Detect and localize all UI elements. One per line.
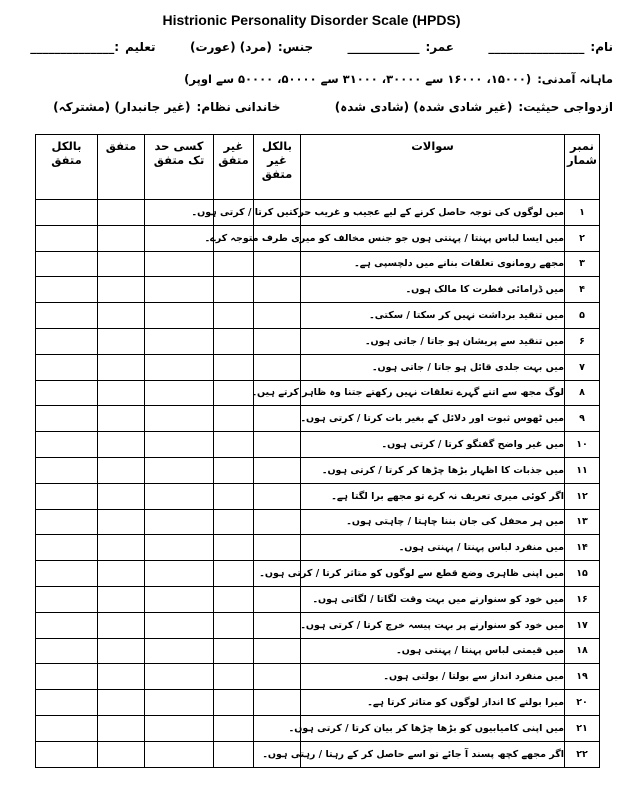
marital-family-line [10, 100, 613, 114]
row-statement: میں تنقید برداشت نہیں کر سکتا / سکتی۔ [301, 303, 565, 329]
row-statement: میں جذبات کا اظہار بڑھا چڑھا کر کرتا / کرتی ہوں۔ [301, 457, 565, 483]
response-cell-agree[interactable] [98, 200, 145, 226]
row-statement: میرا بولنے کا انداز لوگوں کو متاثر کرتا ہے۔ [301, 690, 565, 716]
name-label: نام: [590, 40, 613, 54]
row-statement: میں ٹھوس ثبوت اور دلائل کے بغیر بات کرتا / کرتی ہوں۔ [301, 406, 565, 432]
row-number: ۱۸ [565, 638, 600, 664]
response-cell-disagree[interactable] [214, 406, 254, 432]
response-cell-strongly-disagree[interactable] [254, 406, 301, 432]
response-cell-somewhat-agree[interactable] [145, 225, 214, 251]
row-statement: میں خود کو سنوارنے میں بہت وقت لگاتا / لگاتی ہوں۔ [301, 586, 565, 612]
gender-options[interactable]: (مرد) (عورت) [189, 40, 272, 54]
response-cell-somewhat-agree[interactable] [145, 664, 214, 690]
row-number: ۱۵ [565, 561, 600, 587]
response-cell-agree[interactable] [98, 638, 145, 664]
table-row [36, 586, 600, 612]
response-cell-somewhat-agree[interactable] [145, 535, 214, 561]
header-somewhat-agree: کسی حد تک متفق [145, 135, 214, 200]
response-cell-disagree[interactable] [214, 354, 254, 380]
response-cell-strongly-agree[interactable] [36, 303, 98, 329]
response-cell-somewhat-agree[interactable] [145, 303, 214, 329]
questionnaire-table [35, 134, 600, 768]
response-cell-strongly-agree[interactable] [36, 715, 98, 741]
response-cell-strongly-disagree[interactable] [254, 612, 301, 638]
income-options[interactable]: (۱۵۰۰۰، ۱۶۰۰۰ سے ۳۰۰۰۰، ۳۱۰۰۰ سے ۵۰۰۰۰، ۵۰۰۰۰ سے اوپر) [184, 72, 532, 86]
response-cell-strongly-disagree[interactable] [254, 328, 301, 354]
response-cell-agree[interactable] [98, 354, 145, 380]
table-row [36, 406, 600, 432]
response-cell-strongly-disagree[interactable] [254, 354, 301, 380]
response-cell-strongly-agree[interactable] [36, 457, 98, 483]
row-number: ۴ [565, 277, 600, 303]
table-row [36, 303, 600, 329]
education-field[interactable]: :______________ [30, 40, 120, 54]
row-number: ۲ [565, 225, 600, 251]
row-number: ۱۲ [565, 483, 600, 509]
response-cell-agree[interactable] [98, 612, 145, 638]
response-cell-somewhat-agree[interactable] [145, 741, 214, 767]
response-cell-somewhat-agree[interactable] [145, 277, 214, 303]
income-line [10, 72, 613, 86]
response-cell-agree[interactable] [98, 535, 145, 561]
table-row [36, 277, 600, 303]
response-cell-agree[interactable] [98, 664, 145, 690]
response-cell-agree[interactable] [98, 303, 145, 329]
response-cell-agree[interactable] [98, 509, 145, 535]
table-row [36, 225, 600, 251]
response-cell-somewhat-agree[interactable] [145, 690, 214, 716]
response-cell-somewhat-agree[interactable] [145, 509, 214, 535]
response-cell-disagree[interactable] [214, 483, 254, 509]
row-number: ۷ [565, 354, 600, 380]
response-cell-somewhat-agree[interactable] [145, 457, 214, 483]
row-statement: میں خود کو سنوارنے پر بہت پیسہ خرچ کرتا / کرتی ہوں۔ [301, 612, 565, 638]
row-number: ۳ [565, 251, 600, 277]
table-row [36, 251, 600, 277]
response-cell-agree[interactable] [98, 380, 145, 406]
response-cell-strongly-disagree[interactable] [254, 535, 301, 561]
row-statement: اگر مجھے کچھ پسند آ جائے تو اسے حاصل کر کے رہتا / رہتی ہوں۔ [301, 741, 565, 767]
response-cell-disagree[interactable] [214, 432, 254, 458]
response-cell-somewhat-agree[interactable] [145, 561, 214, 587]
response-cell-strongly-agree[interactable] [36, 612, 98, 638]
header-strongly-agree: بالکل متفق [36, 135, 98, 200]
header-number: نمبر شمار [565, 135, 600, 200]
row-number: ۱۳ [565, 509, 600, 535]
row-number: ۶ [565, 328, 600, 354]
header-strongly-disagree: بالکل غیر متفق [254, 135, 301, 200]
row-number: ۱۱ [565, 457, 600, 483]
age-field[interactable]: ____________ [347, 40, 420, 54]
row-number: ۹ [565, 406, 600, 432]
response-cell-agree[interactable] [98, 741, 145, 767]
table-header-row [36, 135, 600, 200]
response-cell-strongly-agree[interactable] [36, 354, 98, 380]
response-cell-strongly-agree[interactable] [36, 251, 98, 277]
table-row [36, 354, 600, 380]
response-cell-disagree[interactable] [214, 612, 254, 638]
table-row [36, 432, 600, 458]
response-cell-strongly-agree[interactable] [36, 225, 98, 251]
response-cell-agree[interactable] [98, 251, 145, 277]
response-cell-strongly-agree[interactable] [36, 664, 98, 690]
row-statement: میں غیر واضح گفتگو کرتا / کرتی ہوں۔ [301, 432, 565, 458]
response-cell-strongly-disagree[interactable] [254, 509, 301, 535]
response-cell-somewhat-agree[interactable] [145, 586, 214, 612]
table-row [36, 741, 600, 767]
table-row [36, 457, 600, 483]
response-cell-strongly-agree[interactable] [36, 509, 98, 535]
response-cell-agree[interactable] [98, 406, 145, 432]
response-cell-agree[interactable] [98, 715, 145, 741]
row-number: ۲۱ [565, 715, 600, 741]
response-cell-disagree[interactable] [214, 509, 254, 535]
table-row [36, 638, 600, 664]
response-cell-somewhat-agree[interactable] [145, 406, 214, 432]
table-row [36, 612, 600, 638]
response-cell-strongly-agree[interactable] [36, 200, 98, 226]
response-cell-strongly-disagree[interactable] [254, 483, 301, 509]
row-statement: میں منفرد انداز سے بولتا / بولتی ہوں۔ [301, 664, 565, 690]
family-label: خاندانی نظام: [196, 100, 281, 114]
gender-label: جنس: [277, 40, 314, 54]
response-cell-disagree[interactable] [214, 251, 254, 277]
table-row [36, 328, 600, 354]
name-field[interactable]: ________________ [488, 40, 585, 54]
response-cell-disagree[interactable] [214, 561, 254, 587]
response-cell-agree[interactable] [98, 690, 145, 716]
response-cell-somewhat-agree[interactable] [145, 612, 214, 638]
row-number: ۱۹ [565, 664, 600, 690]
response-cell-strongly-agree[interactable] [36, 328, 98, 354]
row-number: ۱۴ [565, 535, 600, 561]
response-cell-strongly-agree[interactable] [36, 380, 98, 406]
response-cell-strongly-disagree[interactable] [254, 457, 301, 483]
table-row [36, 664, 600, 690]
age-label: عمر: [425, 40, 455, 54]
family-options[interactable]: (غیر جانبدار) (مشترکہ) [53, 100, 191, 114]
response-cell-strongly-agree[interactable] [36, 535, 98, 561]
response-cell-agree[interactable] [98, 277, 145, 303]
row-statement: میں اپنی ظاہری وضع قطع سے لوگوں کو متاثر کرتا / کرتی ہوں۔ [301, 561, 565, 587]
response-cell-agree[interactable] [98, 225, 145, 251]
response-cell-strongly-disagree[interactable] [254, 690, 301, 716]
response-cell-strongly-disagree[interactable] [254, 251, 301, 277]
response-cell-agree[interactable] [98, 561, 145, 587]
row-statement: میں بہت جلدی قائل ہو جاتا / جاتی ہوں۔ [301, 354, 565, 380]
marital-options[interactable]: (غیر شادی شدہ) (شادی شدہ) [334, 100, 513, 114]
header-agree: متفق [98, 135, 145, 200]
row-statement: میں اپنی کامیابیوں کو بڑھا چڑھا کر بیان کرتا / کرتی ہوں۔ [301, 715, 565, 741]
response-cell-strongly-agree[interactable] [36, 638, 98, 664]
response-cell-strongly-agree[interactable] [36, 690, 98, 716]
response-cell-disagree[interactable] [214, 690, 254, 716]
row-statement: میں تنقید سے پریشان ہو جاتا / جاتی ہوں۔ [301, 328, 565, 354]
response-cell-somewhat-agree[interactable] [145, 715, 214, 741]
table-row [36, 561, 600, 587]
response-cell-disagree[interactable] [214, 328, 254, 354]
personal-info-line [10, 40, 613, 54]
table-row [36, 535, 600, 561]
row-number: ۸ [565, 380, 600, 406]
response-cell-disagree[interactable] [214, 535, 254, 561]
response-cell-somewhat-agree[interactable] [145, 251, 214, 277]
row-number: ۱۶ [565, 586, 600, 612]
response-cell-agree[interactable] [98, 432, 145, 458]
response-cell-strongly-agree[interactable] [36, 406, 98, 432]
response-cell-somewhat-agree[interactable] [145, 432, 214, 458]
response-cell-disagree[interactable] [214, 638, 254, 664]
response-cell-disagree[interactable] [214, 277, 254, 303]
table-row [36, 509, 600, 535]
response-cell-somewhat-agree[interactable] [145, 380, 214, 406]
response-cell-strongly-disagree[interactable] [254, 432, 301, 458]
table-row [36, 200, 600, 226]
response-cell-agree[interactable] [98, 328, 145, 354]
response-cell-strongly-agree[interactable] [36, 561, 98, 587]
row-number: ۱۰ [565, 432, 600, 458]
response-cell-strongly-agree[interactable] [36, 483, 98, 509]
row-number: ۱ [565, 200, 600, 226]
response-cell-disagree[interactable] [214, 741, 254, 767]
header-statements: سوالات [301, 135, 565, 200]
row-statement: میں منفرد لباس پہنتا / پہنتی ہوں۔ [301, 535, 565, 561]
row-statement: میں ایسا لباس پہنتا / پہنتی ہوں جو جنس مخالف کو میری طرف متوجہ کرے۔ [301, 225, 565, 251]
response-cell-strongly-agree[interactable] [36, 741, 98, 767]
response-cell-strongly-agree[interactable] [36, 277, 98, 303]
row-statement: میں قیمتی لباس پہنتا / پہنتی ہوں۔ [301, 638, 565, 664]
response-cell-disagree[interactable] [214, 457, 254, 483]
response-cell-agree[interactable] [98, 457, 145, 483]
response-cell-disagree[interactable] [214, 715, 254, 741]
row-number: ۲۰ [565, 690, 600, 716]
row-statement: میں ڈرامائی فطرت کا مالک ہوں۔ [301, 277, 565, 303]
response-cell-agree[interactable] [98, 586, 145, 612]
response-cell-disagree[interactable] [214, 303, 254, 329]
table-row [36, 483, 600, 509]
table-row [36, 380, 600, 406]
response-cell-somewhat-agree[interactable] [145, 483, 214, 509]
row-number: ۱۷ [565, 612, 600, 638]
response-cell-strongly-disagree[interactable] [254, 303, 301, 329]
table-row [36, 690, 600, 716]
marital-label: ازدواجی حیثیت: [518, 100, 613, 114]
form-title: Histrionic Personality Disorder Scale (HPDS) [162, 12, 461, 28]
row-statement: میں لوگوں کی توجہ حاصل کرنے کے لیے عجیب و غریب حرکتیں کرتا / کرتی ہوں۔ [301, 200, 565, 226]
income-label: ماہانہ آمدنی: [537, 72, 613, 86]
response-cell-somewhat-agree[interactable] [145, 328, 214, 354]
response-cell-strongly-disagree[interactable] [254, 638, 301, 664]
response-cell-strongly-agree[interactable] [36, 586, 98, 612]
header-disagree: غیر متفق [214, 135, 254, 200]
row-number: ۲۲ [565, 741, 600, 767]
row-statement: اگر کوئی میری تعریف نہ کرے تو مجھے برا لگتا ہے۔ [301, 483, 565, 509]
response-cell-strongly-disagree[interactable] [254, 277, 301, 303]
response-cell-strongly-agree[interactable] [36, 432, 98, 458]
response-cell-agree[interactable] [98, 483, 145, 509]
row-statement: لوگ مجھ سے اتنے گہرے تعلقات نہیں رکھتے جتنا وہ ظاہر کرتے ہیں۔ [301, 380, 565, 406]
row-statement: میں ہر محفل کی جان بننا چاہتا / چاہتی ہوں۔ [301, 509, 565, 535]
response-cell-disagree[interactable] [214, 380, 254, 406]
response-cell-somewhat-agree[interactable] [145, 638, 214, 664]
row-number: ۵ [565, 303, 600, 329]
education-label: تعلیم [125, 40, 156, 54]
response-cell-strongly-disagree[interactable] [254, 586, 301, 612]
table-row [36, 715, 600, 741]
response-cell-strongly-disagree[interactable] [254, 664, 301, 690]
response-cell-somewhat-agree[interactable] [145, 354, 214, 380]
response-cell-disagree[interactable] [214, 664, 254, 690]
row-statement: مجھے رومانوی تعلقات بنانے میں دلچسپی ہے۔ [301, 251, 565, 277]
response-cell-disagree[interactable] [214, 586, 254, 612]
